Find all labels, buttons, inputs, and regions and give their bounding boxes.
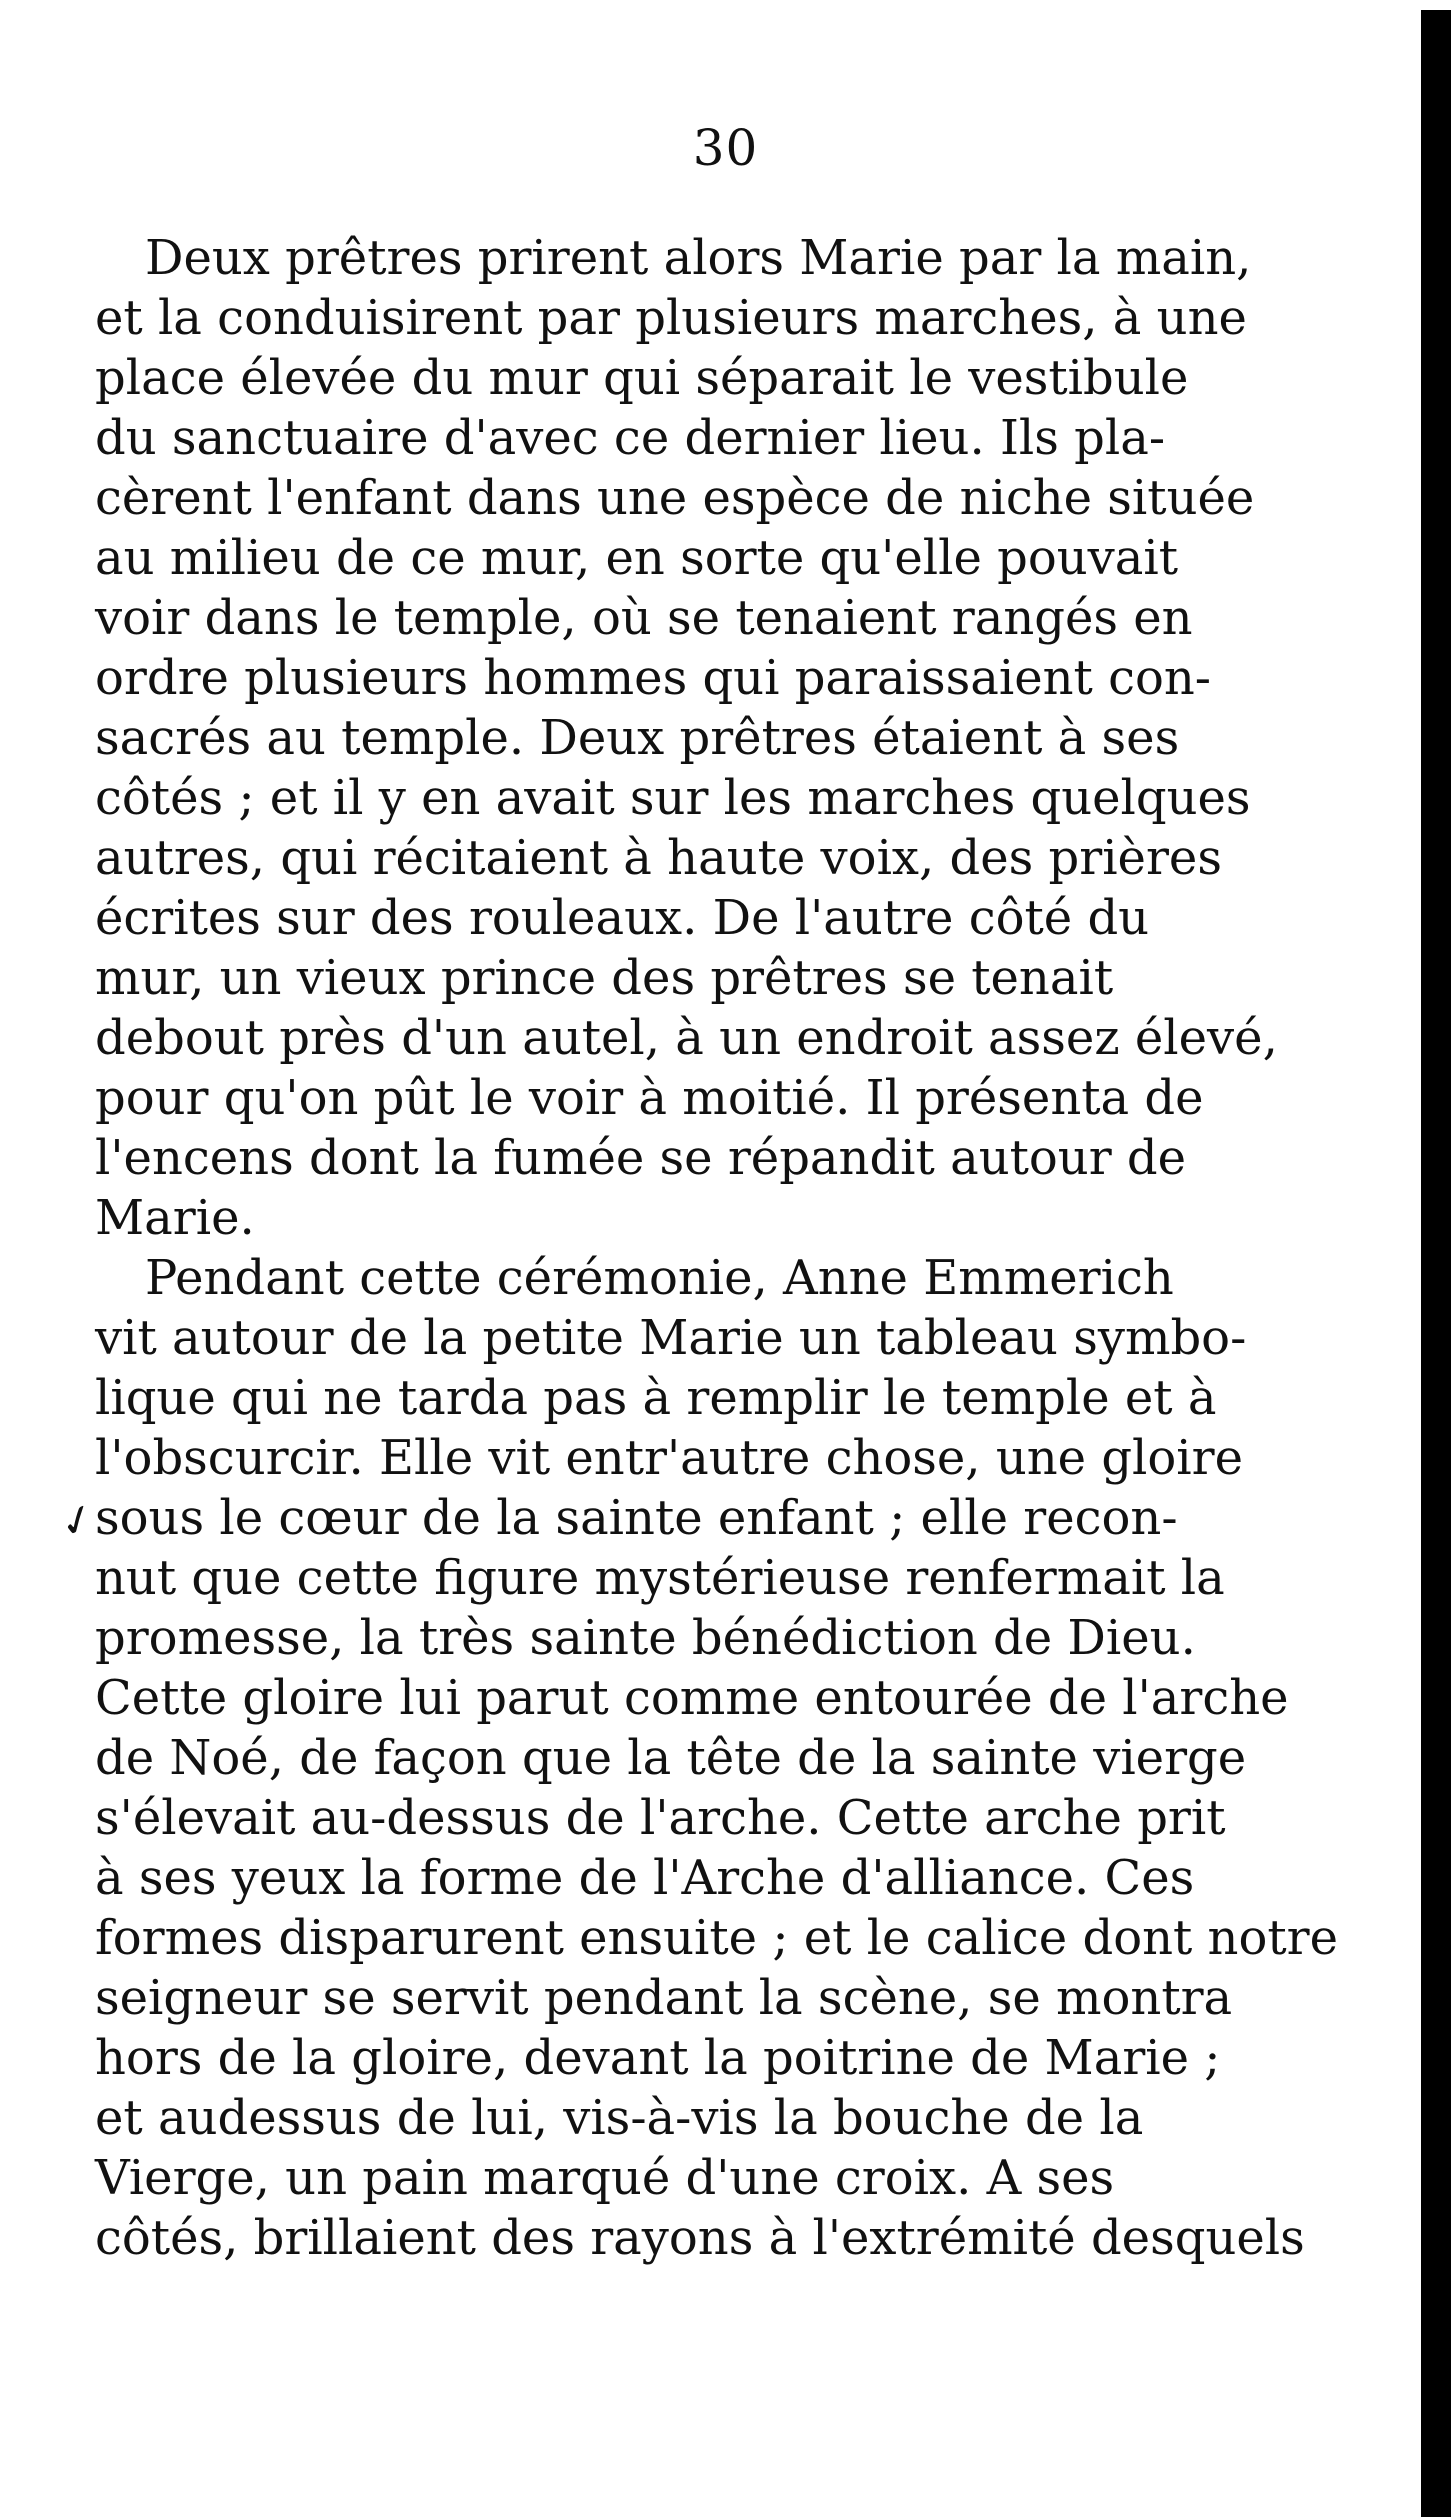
text-line: formes disparurent ensuite ; et le calice dont notre (95, 1910, 1339, 1966)
text-line: à ses yeux la forme de l'Arche d'alliance. Ces (95, 1850, 1195, 1906)
text-line: hors de la gloire, devant la poitrine de Marie ; (95, 2030, 1221, 2086)
text-line: voir dans le temple, où se tenaient rangés en (95, 590, 1193, 646)
text-line: autres, qui récitaient à haute voix, des prières (95, 830, 1222, 886)
text-line: nut que cette figure mystérieuse renfermait la (95, 1550, 1225, 1606)
text-line: promesse, la très sainte bénédiction de Dieu. (95, 1610, 1196, 1666)
body-text (95, 228, 1345, 2268)
text-line: écrites sur des rouleaux. De l'autre côté du (95, 890, 1150, 946)
text-line: sacrés au temple. Deux prêtres étaient à ses (95, 710, 1180, 766)
page-number: 30 (692, 119, 759, 177)
text-line: ordre plusieurs hommes qui paraissaient con- (95, 650, 1211, 706)
text-line: seigneur se servit pendant la scène, se montra (95, 1970, 1233, 2026)
text-line: Deux prêtres prirent alors Marie par la main, (145, 230, 1252, 286)
margin-mark-icon: ✓ (52, 1491, 103, 1550)
text-line: mur, un vieux prince des prêtres se tenait (95, 950, 1114, 1006)
text-line: s'élevait au-dessus de l'arche. Cette arche prit (95, 1790, 1226, 1846)
text-line: au milieu de ce mur, en sorte qu'elle pouvait (95, 530, 1179, 586)
text-line: Marie. (95, 1190, 255, 1246)
text-line: Vierge, un pain marqué d'une croix. A ses (95, 2150, 1115, 2206)
text-line: place élevée du mur qui séparait le vestibule (95, 350, 1189, 406)
page-edge-shadow (1421, 10, 1451, 2517)
text-line: vit autour de la petite Marie un tableau symbo- (95, 1310, 1247, 1366)
text-line: l'obscurcir. Elle vit entr'autre chose, une gloire (95, 1430, 1243, 1486)
text-line: côtés ; et il y en avait sur les marches quelques (95, 770, 1251, 826)
text-line: Pendant cette cérémonie, Anne Emmerich (145, 1250, 1174, 1306)
text-line: lique qui ne tarda pas à remplir le temple et à (95, 1370, 1217, 1426)
text-line: Cette gloire lui parut comme entourée de l'arche (95, 1670, 1289, 1726)
text-line: pour qu'on pût le voir à moitié. Il présenta de (95, 1070, 1204, 1126)
text-line: et audessus de lui, vis-à-vis la bouche de la (95, 2090, 1144, 2146)
text-line: du sanctuaire d'avec ce dernier lieu. Ils pla- (95, 410, 1166, 466)
text-line: l'encens dont la fumée se répandit autour de (95, 1130, 1187, 1186)
text-line: de Noé, de façon que la tête de la sainte vierge (95, 1730, 1247, 1786)
text-line: debout près d'un autel, à un endroit assez élevé, (95, 1010, 1278, 1066)
text-line: cèrent l'enfant dans une espèce de niche située (95, 470, 1255, 526)
text-line: sous le cœur de la sainte enfant ; elle recon- (95, 1490, 1178, 1546)
text-line: côtés, brillaient des rayons à l'extrémité desquels (95, 2210, 1305, 2266)
text-line: et la conduisirent par plusieurs marches, à une (95, 290, 1247, 346)
